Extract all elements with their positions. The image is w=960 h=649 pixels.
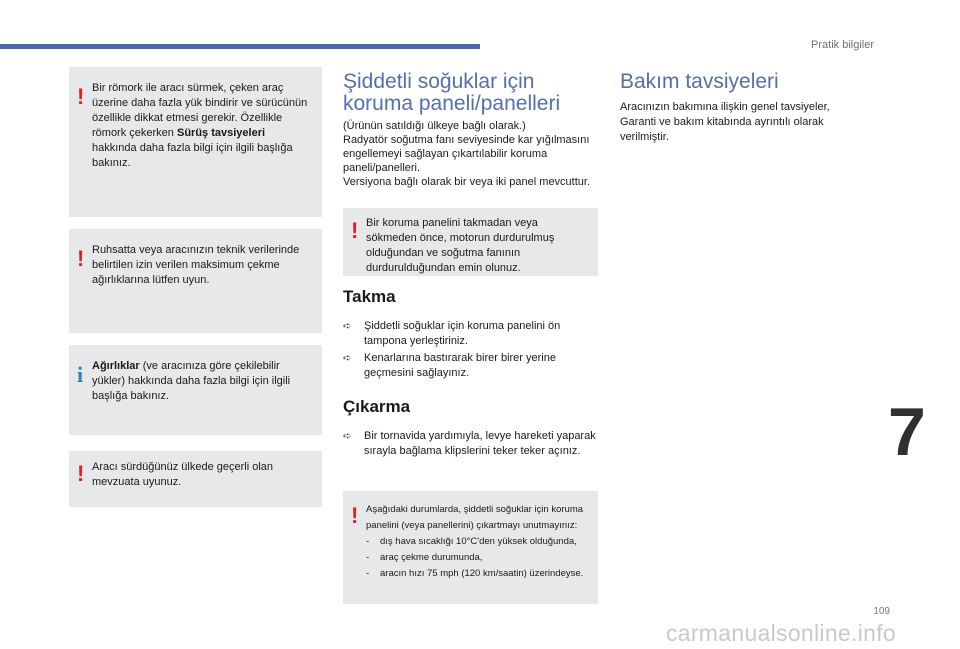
protection-panel-title: Şiddetli soğuklar için koruma paneli/panelleri bbox=[343, 70, 561, 115]
weights-emphasis: Ağırlıklar bbox=[92, 360, 140, 372]
protection-warning-box bbox=[343, 208, 598, 276]
legislation-warning-box bbox=[69, 451, 322, 507]
chapter-number: 7 bbox=[888, 394, 926, 470]
trailer-warning-text: Bir römork ile aracı sürmek, çeken araç üzerine daha fazla yük bindirir ve sürücünün özellikle dikkat etmesi gerekir. Özellikle römork çekerken Sürüş tavsiyeleri hakkında daha fazla bilgi için ilgili başlığa bakınız. bbox=[92, 82, 308, 169]
removal-steps bbox=[343, 429, 598, 461]
list-item: ➪ Şiddetli soğuklar için koruma panelini ön tampona yerleştiriniz. bbox=[343, 320, 561, 347]
protection-intro-description: Radyatör soğutma fanı seviyesinde kar yığılmasını engellemeyi sağlayan çıkartılabilir koruma paneli/panelleri. bbox=[343, 134, 590, 174]
list-item: - aracın hızı 75 mph (120 km/saatin) üzerindeyse. bbox=[366, 566, 586, 582]
driving-advice-emphasis: Sürüş tavsiyeleri bbox=[176, 127, 266, 139]
list-item: ➪ Kenarlarına bastırarak birer birer yerine geçmesini sağlayınız. bbox=[343, 352, 556, 379]
remove-panel-intro: Aşağıdaki durumlarda, şiddetli soğuklar için koruma panelini (veya panellerini) çıkartmayı unutmayınız: bbox=[366, 504, 584, 531]
legislation-warning-text: Aracı sürdüğünüz ülkede geçerli olan mevzuata uyunuz. bbox=[92, 461, 274, 488]
top-accent-bar bbox=[0, 44, 480, 49]
fitting-steps bbox=[343, 319, 598, 383]
warning-icon: ! bbox=[77, 84, 85, 109]
protection-intro-versions: Versiyona bağlı olarak bir veya iki panel mevcuttur. bbox=[343, 176, 591, 188]
list-item: - dış hava sıcaklığı 10°C'den yüksek olduğunda, bbox=[366, 534, 586, 550]
protection-warning-text: Bir koruma panelini takmadan veya sökmeden önce, motorun durdurulmuş olduğundan ve soğutma fanının durdurulduğundan emin olunuz. bbox=[366, 217, 555, 274]
arrow-right-icon: ➪ bbox=[343, 431, 352, 442]
protection-intro-country: (Ürünün satıldığı ülkeye bağlı olarak.) bbox=[343, 120, 526, 132]
arrow-right-icon: ➪ bbox=[343, 353, 352, 364]
weights-info-box bbox=[69, 345, 322, 435]
warning-icon: ! bbox=[351, 503, 359, 528]
remove-panel-warning-box bbox=[343, 491, 598, 604]
warning-icon: ! bbox=[351, 218, 359, 243]
info-icon: i bbox=[77, 362, 84, 387]
list-item: ➪ Bir tornavida yardımıyla, levye hareketi yaparak sırayla bağlama klipslerini teker teker açınız. bbox=[343, 430, 596, 457]
weights-info-text: Ağırlıklar (ve aracınıza göre çekilebilir yükler) hakkında daha fazla bilgi için ilgili başlığa bakınız. bbox=[92, 360, 291, 402]
section-title: Pratik bilgiler bbox=[811, 39, 874, 51]
remove-panel-conditions bbox=[366, 534, 586, 582]
trailer-warning-box bbox=[69, 67, 322, 217]
warning-icon: ! bbox=[77, 246, 85, 271]
maintenance-text: Aracınızın bakımına ilişkin genel tavsiyeler, Garanti ve bakım kitabında ayrıntılı olarak verilmiştir. bbox=[620, 101, 830, 143]
maintenance-title: Bakım tavsiyeleri bbox=[620, 70, 779, 93]
list-item: - araç çekme durumunda, bbox=[366, 550, 586, 566]
registration-warning-text: Ruhsatta veya aracınızın teknik verilerinde belirtilen izin verilen maksimum çekme ağırlıklarına lütfen uyun. bbox=[92, 244, 300, 286]
watermark: carmanualsonline.info bbox=[665, 620, 896, 646]
page-number: 109 bbox=[873, 606, 890, 617]
fitting-heading: Takma bbox=[343, 287, 396, 306]
registration-warning-box bbox=[69, 229, 322, 333]
warning-icon: ! bbox=[77, 461, 85, 486]
removal-heading: Çıkarma bbox=[343, 397, 411, 416]
arrow-right-icon: ➪ bbox=[343, 321, 352, 332]
protection-intro bbox=[343, 119, 598, 189]
